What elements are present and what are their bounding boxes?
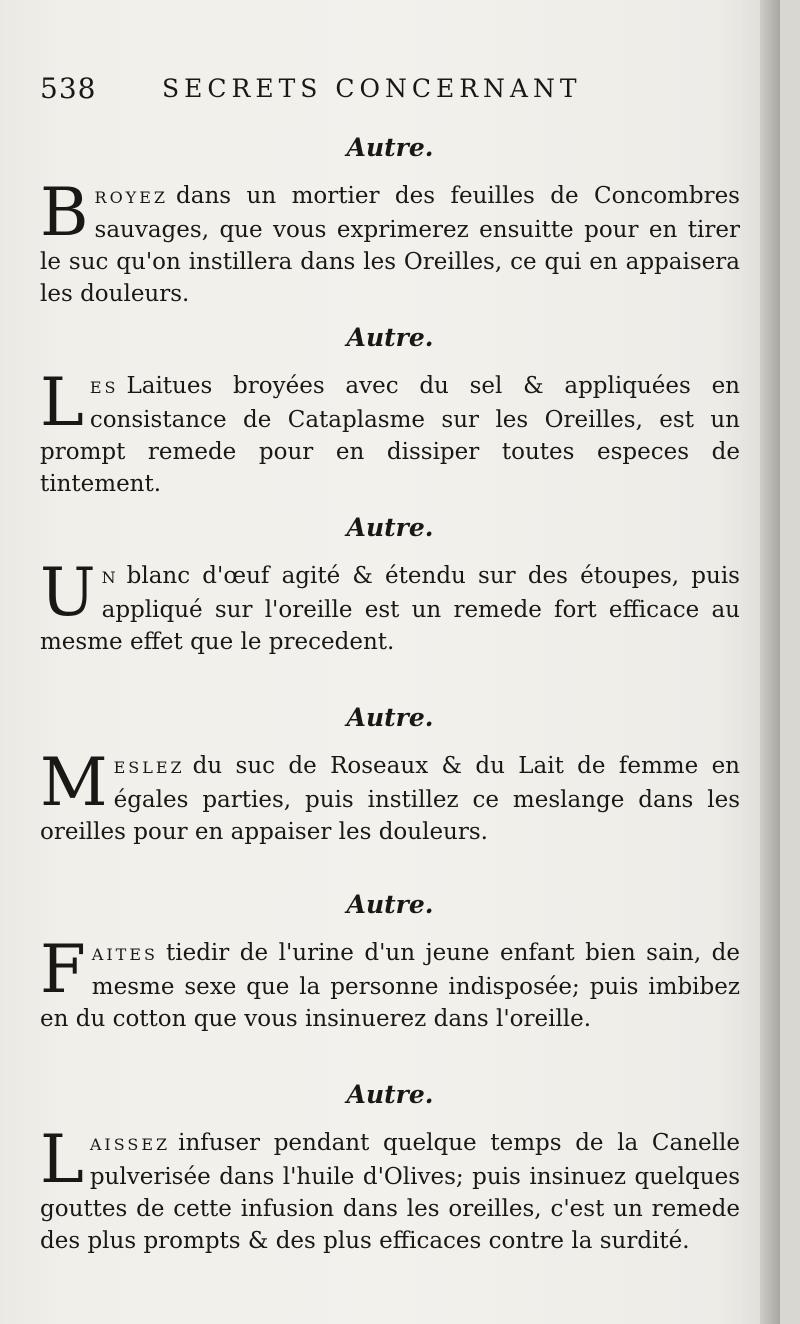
recipe-paragraph bbox=[40, 744, 740, 848]
recipe-section bbox=[40, 128, 740, 310]
section-heading: Autre. bbox=[346, 1080, 434, 1109]
recipe-section bbox=[40, 885, 740, 1035]
paragraph-text: du suc de Roseaux & du Lait de femme en égales parties, puis instillez ce meslange dans les oreilles pour en appaiser les douleurs. bbox=[40, 753, 740, 845]
paragraph-text: Laitues broyées avec du sel & appliquées en consistance de Cataplasme sur les Oreilles, est un prompt remede pour en dissiper toutes especes de tintement. bbox=[40, 373, 740, 497]
running-title: SECRETS CONCERNANT bbox=[162, 74, 582, 103]
drop-cap: M bbox=[40, 744, 108, 821]
section-heading: Autre. bbox=[346, 513, 434, 542]
small-caps-opening: AITES bbox=[91, 945, 158, 964]
small-caps-opening: N bbox=[101, 568, 119, 587]
recipe-paragraph bbox=[40, 931, 740, 1035]
drop-cap: B bbox=[40, 174, 89, 251]
paragraph-text: infuser pendant quelque temps de la Canelle pulverisée dans l'huile d'Olives; puis insinuez quelques gouttes de cette infusion dans les oreilles, c'est un remede des plus prompts & des plus efficaces contre la surdité. bbox=[40, 1130, 740, 1254]
section-heading: Autre. bbox=[346, 890, 434, 919]
drop-cap: L bbox=[40, 364, 84, 441]
recipe-section bbox=[40, 318, 740, 500]
small-caps-opening: ESLEZ bbox=[113, 758, 185, 777]
small-caps-opening: ES bbox=[89, 378, 119, 397]
paragraph-text: blanc d'œuf agité & étendu sur des étoupes, puis appliqué sur l'oreille est un remede fort efficace au mesme effet que le precedent. bbox=[40, 563, 740, 655]
small-caps-opening: ROYEZ bbox=[94, 188, 169, 207]
drop-cap: L bbox=[40, 1121, 84, 1198]
small-caps-opening: AISSEZ bbox=[89, 1135, 171, 1154]
page-edge-shadow bbox=[760, 0, 780, 1324]
recipe-paragraph bbox=[40, 1121, 740, 1257]
recipe-paragraph bbox=[40, 174, 740, 310]
recipe-section bbox=[40, 1075, 740, 1257]
recipe-paragraph bbox=[40, 554, 740, 658]
section-heading: Autre. bbox=[346, 323, 434, 352]
section-heading: Autre. bbox=[346, 133, 434, 162]
recipe-section bbox=[40, 508, 740, 658]
drop-cap: F bbox=[40, 931, 86, 1008]
drop-cap: U bbox=[40, 554, 96, 631]
paragraph-text: tiedir de l'urine d'un jeune enfant bien sain, de mesme sexe que la personne indisposée; puis imbibez en du cotton que vous insinuerez dans l'oreille. bbox=[40, 940, 740, 1032]
section-heading: Autre. bbox=[346, 703, 434, 732]
recipe-paragraph bbox=[40, 364, 740, 500]
page-number: 538 bbox=[40, 72, 97, 105]
running-head bbox=[40, 72, 660, 108]
recipe-section bbox=[40, 698, 740, 848]
paragraph-text: dans un mortier des feuilles de Concombres sauvages, que vous exprimerez ensuitte pour en tirer le suc qu'on instillera dans les Oreilles, ce qui en appaisera les douleurs. bbox=[40, 183, 740, 307]
